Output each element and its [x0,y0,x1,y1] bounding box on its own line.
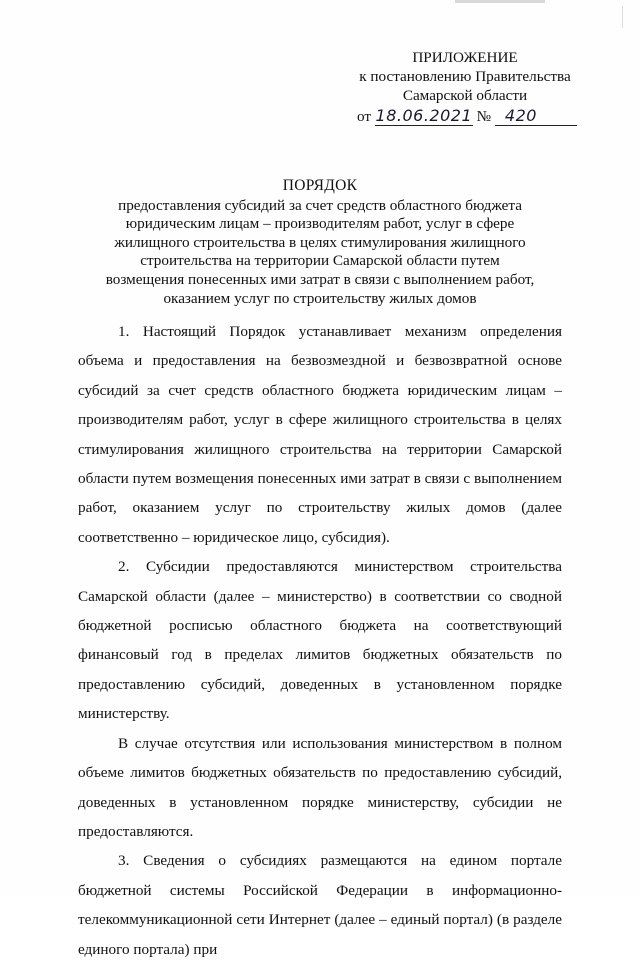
document-heading: ПОРЯДОК [282,177,358,194]
appendix-title: ПРИЛОЖЕНИЕ [412,49,518,66]
handwritten-date: 18.06.2021 [375,106,473,125]
appendix-line-1: к постановлению Правительства [359,68,571,85]
appendix-line-2: Самарской области [402,87,528,104]
paragraph-2: 2. Субсидии предоставляются министерством строительства Самарской области (далее – министерство) в соответствии со сводной бюджетной росписью областного бюджета на соответствующий финансовый год в пределах лимитов бюджетных обязательств по предоставлению субсидий, доведенных в установленном порядке министерству. [78,558,562,723]
title-line: предоставления субсидий за счет средств областного бюджета [118,196,522,214]
title-line: оказанием услуг по строительству жилых домов [163,289,477,307]
handwritten-number: 420 [495,107,577,126]
date-prefix: от [357,108,372,125]
scan-artifact [622,6,631,28]
number-prefix: № [476,108,492,125]
paragraph-3: В случае отсутствия или использования министерством в полном объеме лимитов бюджетных обязательств по предоставлению субсидий, доведенных в установленном порядке министерству, субсидии не предоставляются. [78,734,562,840]
appendix-date-line [330,107,600,126]
paragraph-4: 3. Сведения о субсидиях размещаются на едином портале бюджетной системы Российской Федерации в информационно-телекоммуникационной сети Интернет (далее – единый портал) (в разделе единого портала) при [78,852,562,958]
appendix-header [330,48,600,126]
document-body [78,317,562,964]
title-line: строительства на территории Самарской области путем [140,252,500,270]
title-line: юридическим лицам – производителям работ, услуг в сфере [125,215,515,233]
title-line: жилищного строительства в целях стимулирования жилищного [114,233,526,251]
scan-artifact [455,0,545,3]
paragraph-1: 1. Настоящий Порядок устанавливает механизм определения объема и предоставления на безвозмездной и безвозвратной основе субсидий за счет средств областного бюджета юридическим лицам – производителям работ, услуг в сфере жилищного строительства в целях стимулирования жилищного строительства на территории Самарской области путем возмещения понесенных ими затрат в связи с выполнением работ, оказанием услуг по строительству жилых домов (далее соответственно – юридическое лицо, субсидия). [78,323,562,546]
title-line: возмещения понесенных ими затрат в связи с выполнением работ, [105,270,535,288]
document-title-block [60,177,580,308]
